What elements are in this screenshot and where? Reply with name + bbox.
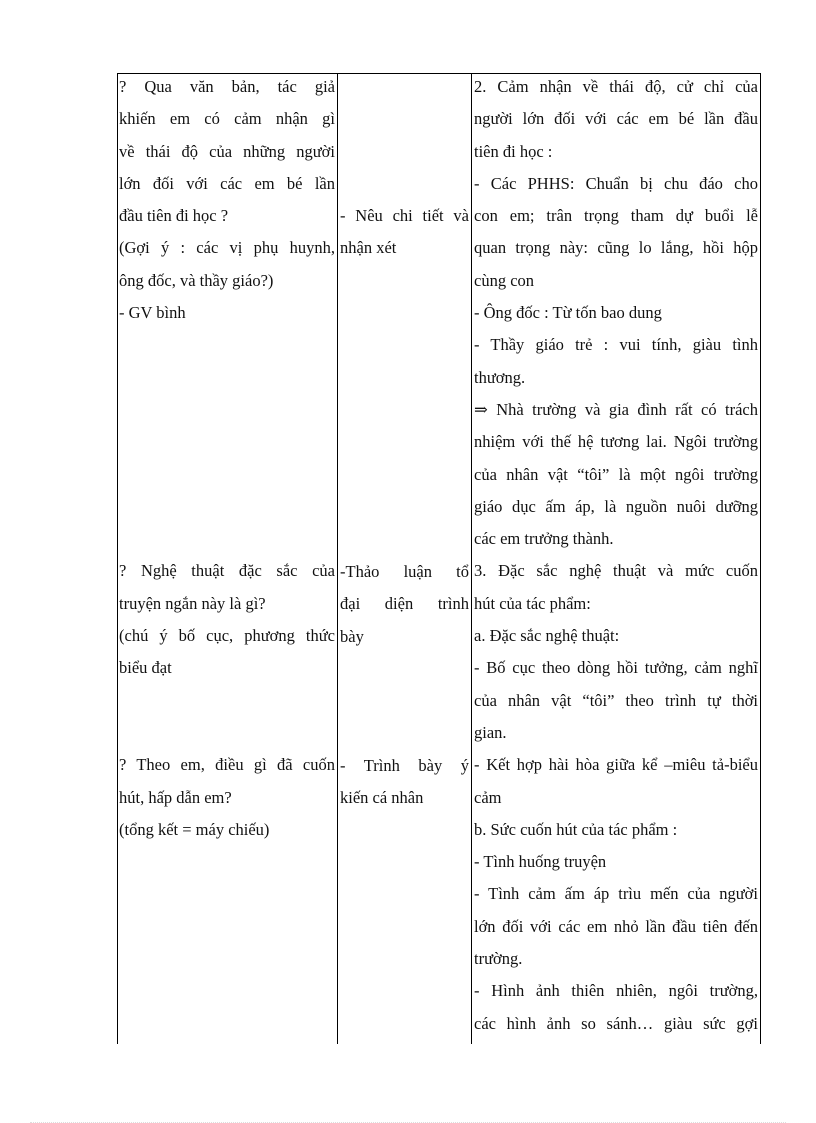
text-line: tiên đi học : [474,141,553,161]
text-line: - Ông đốc : Từ tốn bao dung [474,303,662,323]
text-line: ? Nghệ thuật đặc sắc của [119,561,335,581]
text-line: a. Đặc sắc nghệ thuật: [474,626,620,646]
text-line: ông đốc, và thầy giáo?) [119,270,274,290]
text-line: đại diện trình [340,594,469,614]
text-line: người lớn đối với các em bé lần đầu [474,109,758,129]
student-activity-block-1 [340,200,469,265]
text-line: (chú ý bố cục, phương thức [119,626,335,646]
text-line: cảm [474,787,502,807]
table-border-col1 [337,73,338,1044]
text-line: - Hình ảnh thiên nhiên, ngôi trường, [474,981,758,1001]
text-line: thương. [474,367,526,387]
lesson-content-column [474,71,758,1040]
text-line: lớn đối với các em bé lần [119,173,335,193]
text-line: 3. Đặc sắc nghệ thuật và mức cuốn [474,561,758,581]
text-line: lớn đối với các em nhỏ lần đầu tiên đến [474,916,758,936]
text-line: - Bố cục theo dòng hồi tưởng, cảm nghĩ [474,658,758,678]
text-line: truyện ngắn này là gì? [119,593,266,613]
text-line: gian. [474,722,507,742]
text-line: - Tình huống truyện [474,852,607,872]
text-line: 2. Cảm nhận về thái độ, cử chỉ của [474,77,758,96]
text-line: - GV bình [119,303,186,323]
text-line: hút, hấp dẫn em? [119,787,232,807]
text-line: - Trình bày ý [340,756,469,775]
teacher-activity-column [119,71,335,846]
text-line: b. Sức cuốn hút của tác phẩm : [474,819,678,839]
text-line: bày [340,626,364,646]
text-line: kiến cá nhân [340,788,424,808]
student-activity-block-3 [340,750,469,815]
text-line: trường. [474,949,523,969]
text-line: - Các PHHS: Chuẩn bị chu đáo cho [474,173,758,193]
text-line: - Nêu chi tiết và [340,206,469,225]
text-line: nhận xét [340,238,397,258]
table-border-left [117,73,118,1044]
text-line: - Thầy giáo trẻ : vui tính, giàu tình [474,335,758,355]
text-line: quan trọng này: cũng lo lắng, hồi hộp [474,238,758,258]
text-line: biểu đạt [119,658,172,678]
text-line: -Thảo luận tổ [340,562,469,581]
student-activity-block-2 [340,556,469,653]
text-line: nhiệm với thế hệ tương lai. Ngôi trường [474,432,758,452]
text-line: về thái độ của những người [119,141,335,161]
text-line: - Kết hợp hài hòa giữa kể –miêu tả-biểu [474,755,758,775]
text-line: ⇒ Nhà trường và gia đình rất có trách [474,399,758,419]
text-line: ? Theo em, điều gì đã cuốn [119,755,335,775]
text-line: các em trưởng thành. [474,529,614,549]
text-line: khiến em có cảm nhận gì [119,109,335,129]
table-border-right [760,73,761,1044]
text-line: các hình ảnh so sánh… giàu sức gợi [474,1013,758,1033]
text-line: của nhân vật “tôi” theo trình tự thời [474,690,758,710]
text-line: con em; trân trọng tham dự buổi lễ [474,206,758,226]
text-line: cùng con [474,270,535,290]
table-border-col2 [471,73,472,1044]
text-line: giáo dục ấm áp, là nguồn nuôi dưỡng [474,496,758,516]
text-line: ? Qua văn bản, tác giả [119,77,335,96]
text-line: (Gợi ý : các vị phụ huynh, [119,238,335,258]
text-line: hút của tác phẩm: [474,593,591,613]
text-line: - Tình cảm ấm áp trìu mến của người [474,884,758,904]
text-line: đầu tiên đi học ? [119,206,229,226]
text-line: của nhân vật “tôi” là một ngôi trường [474,464,758,484]
text-line: (tổng kết = máy chiếu) [119,819,270,839]
